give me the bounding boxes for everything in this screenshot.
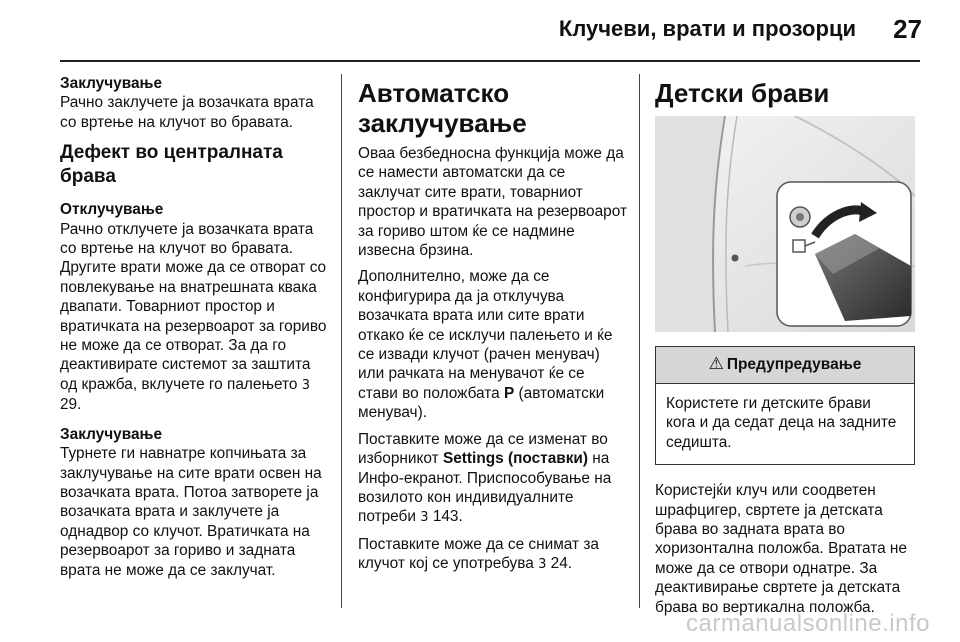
page-ref-icon: 3	[420, 510, 429, 526]
warning-title: Предупредување	[726, 356, 862, 374]
locking2-text: Турнете ги навнатре копчињата за заклучување на сите врати освен на возачката врата. Потоа затворете ја возачката врата и заклучете ја однадвор со клучот. Вратичката на резервоарот за гориво и задната врата не може да се заклучат.	[60, 445, 322, 579]
warning-text: Користете ги детските брави кога и да седат деца на задните седишта.	[666, 395, 897, 451]
page-ref-icon: 3	[538, 557, 547, 573]
warning-header	[656, 347, 914, 384]
para2-text-b: (автоматски менувач).	[358, 384, 605, 422]
para4-text-a: Поставките може да се снимат за клучот кој се употребува	[358, 535, 599, 573]
watermark: carmanualsonline.info	[686, 610, 930, 637]
warning-box	[655, 346, 915, 465]
auto-locking-para4	[358, 535, 628, 575]
column-divider	[341, 74, 342, 608]
para3-bold: Settings (поставки)	[442, 450, 589, 468]
column-middle	[358, 74, 628, 575]
page-ref-icon: 3	[301, 377, 311, 393]
locking-heading: Заклучување	[60, 75, 163, 92]
section-title: Клучеви, врати и прозорци	[558, 16, 856, 41]
unlocking-text: Рачно отклучете ја возачката врата со вртење на клучот во бравата. Другите врати може да се отворат со повлекување на внатрешната квака двапати. Товарниот простор и вратичката на резервоарот за гориво не може да се отворат. За да го деактивирате системот за заштита од кражба, вклучете го палењето	[60, 220, 327, 393]
unlocking-ref[interactable]: 29.	[60, 396, 82, 414]
fault-heading: Дефект во централната брава	[60, 142, 283, 188]
unlocking-heading: Отклучување	[60, 201, 164, 219]
auto-locking-heading: Автоматско заклучување	[358, 78, 527, 138]
column-left	[60, 74, 328, 580]
para3-ref[interactable]: 143.	[432, 508, 463, 526]
para2-text-a: Дополнително, може да се конфигурира да ја отклучува возачката врата или сите врати откако ќе се исклучи палењето и ќе се извади клучот (рачен менувач) или рачката на менувачот ќе се стави во положбата	[358, 268, 613, 402]
column-right	[655, 74, 920, 617]
header-divider	[60, 60, 920, 62]
para3-text-a: Поставките може да се изменат во изборникот	[358, 430, 608, 468]
warning-triangle-icon: ⚠	[708, 354, 724, 375]
auto-locking-para1: Оваа безбедносна функција може да се намести автоматски да се заклучат сите врати, товарниот простор и вратичката на резервоарот за гориво штом ќе се надмине извесна брзина.	[358, 145, 627, 260]
child-locks-heading: Детски брави	[655, 78, 830, 108]
child-locks-body: Користејќи клуч или соодветен шрафцигер, свртете ја детската брава во задната врата во хоризонтална положба. Вратата не може да се отвори однатре. За деактивирање свртете ја детската брава во вертикална положба.	[655, 482, 907, 616]
page-number: 27	[893, 14, 922, 44]
para4-ref[interactable]: 24.	[550, 555, 573, 573]
para2-bold: P	[503, 384, 515, 402]
child-lock-illustration	[655, 116, 915, 332]
unlocking-paragraph	[60, 220, 328, 415]
page-header	[0, 0, 960, 64]
auto-locking-para3	[358, 430, 628, 528]
locking-text: Рачно заклучете ја возачката врата со вртење на клучот во бравата.	[60, 94, 314, 131]
auto-locking-para2	[358, 267, 628, 422]
column-divider	[639, 74, 640, 608]
para3-text-b: на Инфо-екранот. Приспособување на возилото кон индивидуалните потреби	[358, 450, 612, 526]
locking2-heading: Заклучување	[60, 425, 163, 443]
